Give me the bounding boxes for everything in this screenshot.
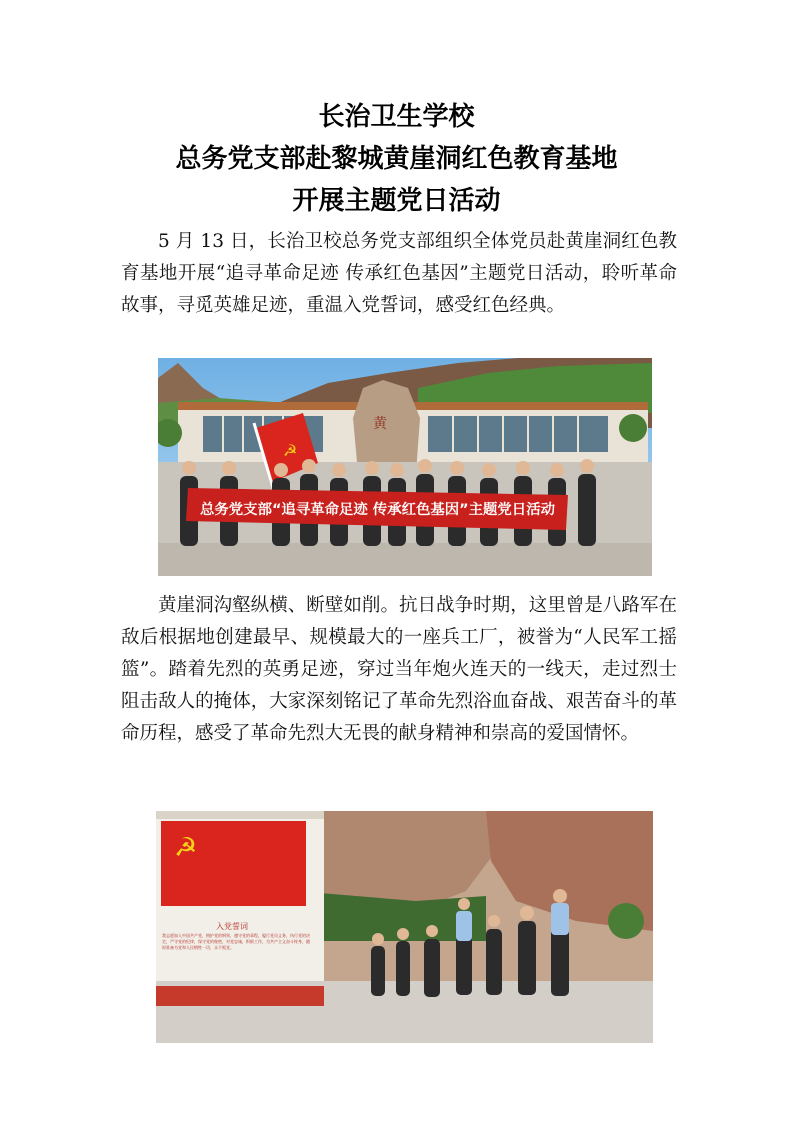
svg-text:黄: 黄 — [373, 416, 387, 432]
oath-title: 入党誓词 — [216, 922, 248, 931]
oath-text: 我志愿加入中国共产党，拥护党的纲领，遵守党的章程，履行党员义务，执行党的决定，严守党的纪律，保守党的秘密，对党忠诚，积极工作，为共产主义奋斗终身，随时准备为党和人民牺牲一切，永不叛党。 — [162, 933, 310, 950]
banner-text: 总务党支部“追寻革命足迹 传承红色基因”主题党日活动 — [200, 502, 546, 518]
oath-photo — [156, 811, 653, 1043]
title-branch: 总务党支部赴黎城黄崖洞红色教育基地 — [175, 144, 618, 174]
paragraph-history: 黄崖洞沟壑纵横、断壁如削。抗日战争时期，这里曾是八路军在敌后根据地创建最早、规模最大的一座兵工厂，被誉为“人民军工摇篮”。踏着先烈的英勇足迹，穿过当年炮火连天的一线天，走过烈士阻击敌人的掩体，大家深刻铭记了革命先烈浴血奋战、艰苦奋斗的革命历程，感受了革命先烈大无畏的献身精神和崇高的爱国情怀。 — [121, 595, 677, 744]
svg-text:☭: ☭ — [174, 833, 198, 863]
title-school: 长治卫生学校 — [318, 102, 475, 132]
svg-text:☭: ☭ — [283, 441, 298, 460]
title-activity: 开展主题党日活动 — [292, 186, 501, 216]
group-photo — [158, 358, 652, 576]
paragraph-intro: 5 月 13 日，长治卫校总务党支部组织全体党员赴黄崖洞红色教育基地开展“追寻革命足迹 传承红色基因”主题党日活动，聆听革命故事，寻觅英雄足迹，重温入党誓词，感受红色经典。 — [121, 231, 677, 316]
